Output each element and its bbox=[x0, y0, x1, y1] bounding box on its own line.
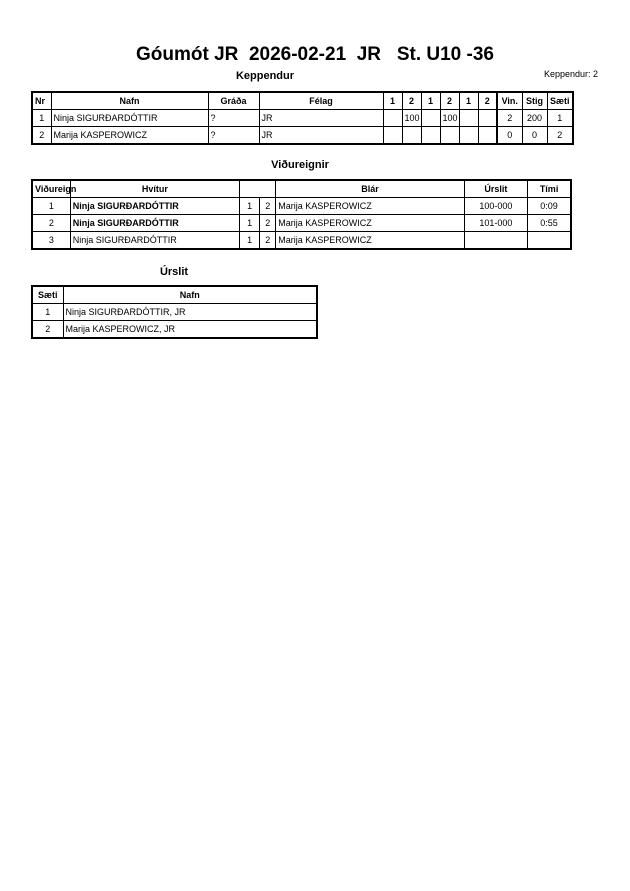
match-result: 100-000 bbox=[464, 198, 527, 215]
col-header: 1 bbox=[421, 92, 440, 110]
col-header: 2 bbox=[478, 92, 497, 110]
white-competitor: Ninja SIGURÐARDÓTTIR bbox=[70, 215, 239, 232]
round-score bbox=[383, 110, 402, 127]
col-header: Stig bbox=[522, 92, 547, 110]
match-time bbox=[528, 232, 571, 250]
result-name: Marija KASPEROWICZ, JR bbox=[63, 321, 317, 339]
result-place: 2 bbox=[32, 321, 63, 339]
competitor-club: JR bbox=[259, 127, 383, 145]
result-name: Ninja SIGURÐARDÓTTIR, JR bbox=[63, 304, 317, 321]
page-title: Góumót JR 2026-02-21 JR St. U10 -36 bbox=[136, 44, 494, 65]
round-score bbox=[459, 127, 478, 145]
table-row bbox=[32, 232, 571, 250]
col-header: 1 bbox=[459, 92, 478, 110]
blue-nr: 2 bbox=[260, 215, 276, 232]
col-header: Úrslit bbox=[464, 180, 527, 198]
competitor-wins: 0 bbox=[497, 127, 522, 145]
table-row bbox=[32, 321, 317, 339]
col-header: Gráða bbox=[208, 92, 259, 110]
col-header: Félag bbox=[259, 92, 383, 110]
competitor-club: JR bbox=[259, 110, 383, 127]
round-score: 100 bbox=[440, 110, 459, 127]
col-header: Blár bbox=[276, 180, 464, 198]
competitor-grade: ? bbox=[208, 110, 259, 127]
col-header: 2 bbox=[402, 92, 421, 110]
competitors-table bbox=[31, 91, 574, 145]
round-score bbox=[459, 110, 478, 127]
blue-competitor: Marija KASPEROWICZ bbox=[276, 215, 464, 232]
competitor-name: Marija KASPEROWICZ bbox=[51, 127, 208, 145]
col-header: Hvítur bbox=[70, 180, 239, 198]
round-score bbox=[440, 127, 459, 145]
competitors-header-row bbox=[32, 92, 573, 110]
col-header: Sæti bbox=[32, 286, 63, 304]
table-row bbox=[32, 127, 573, 145]
competitor-count: Keppendur: 2 bbox=[543, 69, 598, 79]
results-header-row bbox=[32, 286, 317, 304]
competitor-nr: 2 bbox=[32, 127, 51, 145]
col-header: Viðureign bbox=[32, 180, 70, 198]
competitor-points: 200 bbox=[522, 110, 547, 127]
match-result: 101-000 bbox=[464, 215, 527, 232]
col-header: Nafn bbox=[63, 286, 317, 304]
col-header: Nafn bbox=[51, 92, 208, 110]
blue-nr: 2 bbox=[260, 198, 276, 215]
result-place: 1 bbox=[32, 304, 63, 321]
competitor-nr: 1 bbox=[32, 110, 51, 127]
col-header: 2 bbox=[440, 92, 459, 110]
competitor-place: 1 bbox=[547, 110, 573, 127]
round-score bbox=[478, 110, 497, 127]
blue-competitor: Marija KASPEROWICZ bbox=[276, 232, 464, 250]
round-score bbox=[421, 127, 440, 145]
white-competitor: Ninja SIGURÐARDÓTTIR bbox=[70, 198, 239, 215]
round-score: 100 bbox=[402, 110, 421, 127]
competitors-heading: Keppendur bbox=[235, 70, 295, 82]
col-header bbox=[240, 180, 276, 198]
table-row bbox=[32, 198, 571, 215]
matches-header-row bbox=[32, 180, 571, 198]
blue-nr: 2 bbox=[260, 232, 276, 250]
col-header: Nr bbox=[32, 92, 51, 110]
matches-heading: Viðureignir bbox=[271, 159, 329, 171]
results-heading: Úrslit bbox=[159, 266, 189, 278]
competitor-place: 2 bbox=[547, 127, 573, 145]
competitor-name: Ninja SIGURÐARDÓTTIR bbox=[51, 110, 208, 127]
match-time: 0:55 bbox=[528, 215, 571, 232]
white-competitor: Ninja SIGURÐARDÓTTIR bbox=[70, 232, 239, 250]
white-nr: 1 bbox=[240, 198, 260, 215]
match-time: 0:09 bbox=[528, 198, 571, 215]
match-number: 1 bbox=[32, 198, 70, 215]
table-row bbox=[32, 215, 571, 232]
round-score bbox=[383, 127, 402, 145]
round-score bbox=[478, 127, 497, 145]
col-header: 1 bbox=[383, 92, 402, 110]
round-score bbox=[402, 127, 421, 145]
white-nr: 1 bbox=[240, 215, 260, 232]
table-row bbox=[32, 304, 317, 321]
col-header: Vin. bbox=[497, 92, 522, 110]
white-nr: 1 bbox=[240, 232, 260, 250]
col-header: Tími bbox=[528, 180, 571, 198]
match-number: 2 bbox=[32, 215, 70, 232]
competitor-grade: ? bbox=[208, 127, 259, 145]
competitor-points: 0 bbox=[522, 127, 547, 145]
blue-competitor: Marija KASPEROWICZ bbox=[276, 198, 464, 215]
results-table bbox=[31, 285, 318, 339]
competitor-wins: 2 bbox=[497, 110, 522, 127]
matches-table bbox=[31, 179, 572, 250]
table-row bbox=[32, 110, 573, 127]
match-result bbox=[464, 232, 527, 250]
col-header: Sæti bbox=[547, 92, 573, 110]
round-score bbox=[421, 110, 440, 127]
match-number: 3 bbox=[32, 232, 70, 250]
